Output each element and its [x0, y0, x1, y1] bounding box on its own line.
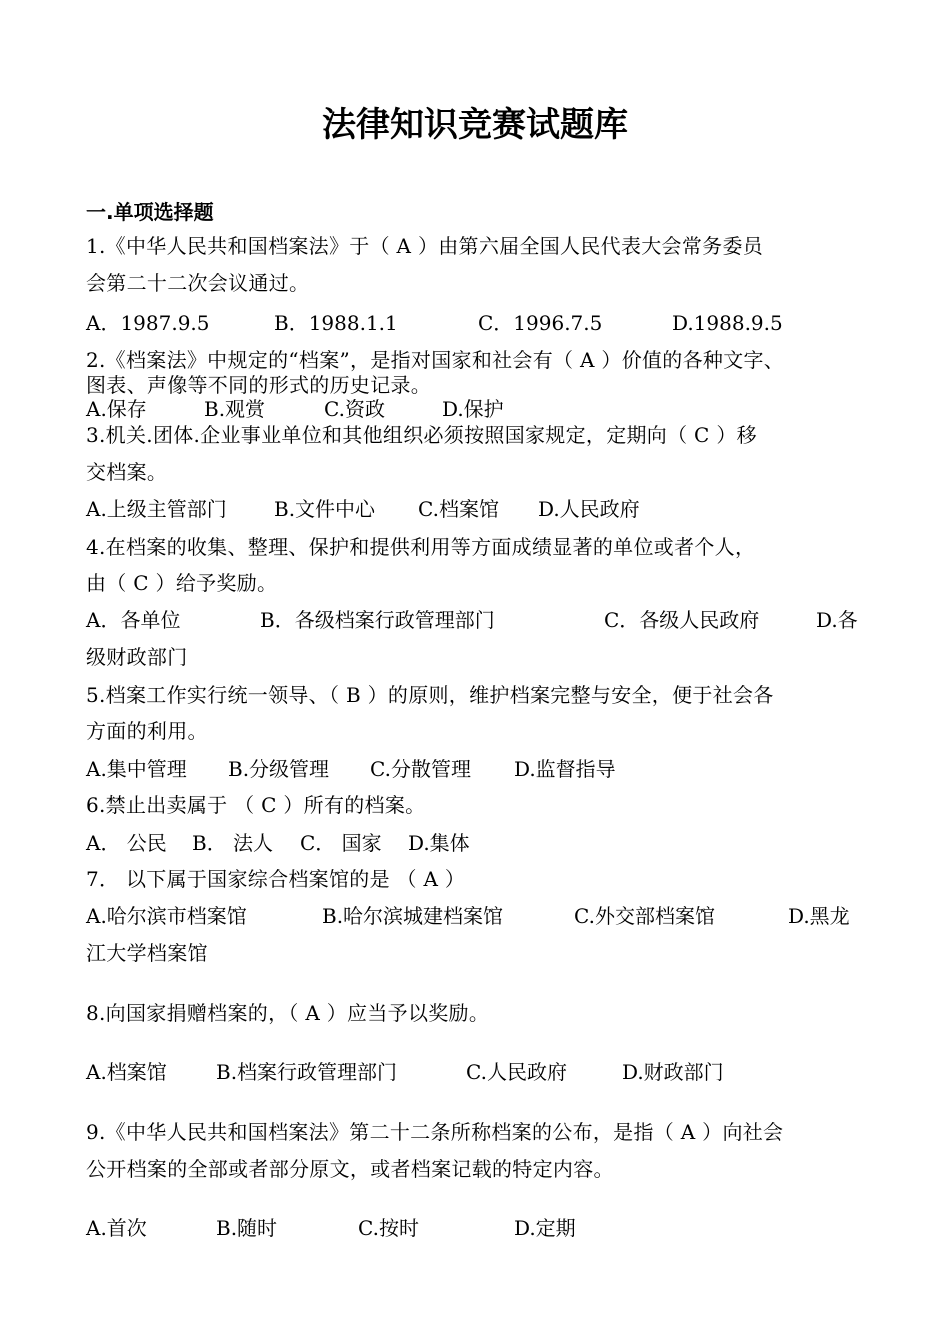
question-4-option-a: A．各单位 [86, 608, 181, 632]
question-1-line-1: 1.《中华人民共和国档案法》于（ A ）由第六届全国人民代表大会常务委员 [86, 234, 764, 258]
question-8-option-c: C.人民政府 [466, 1060, 567, 1084]
question-7-option-c: C.外交部档案馆 [574, 904, 715, 928]
question-9-line-2: 公开档案的全部或者部分原文，或者档案记载的特定内容。 [86, 1157, 614, 1181]
question-9-line-1: 9.《中华人民共和国档案法》第二十二条所称档案的公布，是指（ A ）向社会 [86, 1120, 784, 1144]
question-4-option-c: C．各级人民政府 [604, 608, 760, 632]
question-3-option-b: B.文件中心 [274, 497, 376, 521]
question-9-option-c: C.按时 [358, 1216, 419, 1240]
question-8-option-b: B.档案行政管理部门 [216, 1060, 398, 1084]
question-2-option-a: A.保存 [86, 397, 147, 421]
question-5-line-1: 5.档案工作实行统一领导、（ B ）的原则，维护档案完整与安全，便于社会各 [86, 683, 774, 707]
question-6-option-c: C． 国家 [300, 831, 382, 855]
question-6-option-d: D.集体 [408, 831, 470, 855]
question-9-option-d: D.定期 [514, 1216, 576, 1240]
question-9-option-b: B.随时 [216, 1216, 278, 1240]
question-1-option-c: C．1996.7.5 [478, 311, 603, 335]
question-3-line-1: 3.机关.团体.企业事业单位和其他组织必须按照国家规定，定期向（ C ）移 [86, 423, 757, 447]
question-7-line-1: 7． 以下属于国家综合档案馆的是 （ A ） [86, 867, 466, 891]
question-2-line-2: 图表、声像等不同的形式的历史记录。 [86, 373, 432, 397]
question-8-line-1: 8.向国家捐赠档案的，（ A ）应当予以奖励。 [86, 1001, 490, 1025]
question-2-option-c: C.资政 [324, 397, 385, 421]
question-3-line-2: 交档案。 [86, 460, 168, 484]
question-1-option-d: D.1988.9.5 [672, 311, 783, 335]
question-4-option-b: B．各级档案行政管理部门 [260, 608, 495, 632]
question-3-option-c: C.档案馆 [418, 497, 499, 521]
question-9-option-a: A.首次 [86, 1216, 147, 1240]
question-2-option-b: B.观赏 [204, 397, 266, 421]
question-5-option-a: A.集中管理 [86, 757, 187, 781]
question-3-option-d: D.人民政府 [538, 497, 640, 521]
question-8-option-d: D.财政部门 [622, 1060, 724, 1084]
question-4-option-d-continued: 级财政部门 [86, 645, 188, 669]
question-6-option-b: B． 法人 [192, 831, 274, 855]
question-4-option-d: D.各 [816, 608, 858, 632]
question-2-option-d: D.保护 [442, 397, 504, 421]
question-6-line-1: 6.禁止出卖属于 （ C ）所有的档案。 [86, 793, 426, 817]
question-5-line-2: 方面的利用。 [86, 719, 208, 743]
question-8-option-a: A.档案馆 [86, 1060, 167, 1084]
question-5-option-d: D.监督指导 [514, 757, 616, 781]
question-1-option-a: A．1987.9.5 [86, 311, 210, 335]
question-1-line-2: 会第二十二次会议通过。 [86, 271, 310, 295]
question-7-option-d-continued: 江大学档案馆 [86, 941, 208, 965]
question-4-line-1: 4.在档案的收集、整理、保护和提供利用等方面成绩显著的单位或者个人， [86, 535, 756, 559]
question-4-line-2: 由（ C ）给予奖励。 [86, 571, 278, 595]
section-heading: 一.单项选择题 [86, 200, 214, 224]
question-5-option-b: B.分级管理 [228, 757, 330, 781]
question-6-option-a: A． 公民 [86, 831, 167, 855]
question-2-line-1: 2.《档案法》中规定的“档案”，是指对国家和社会有（ A ）价值的各种文字、 [86, 348, 785, 372]
question-1-option-b: B．1988.1.1 [274, 311, 398, 335]
question-7-option-a: A.哈尔滨市档案馆 [86, 904, 247, 928]
question-7-option-d: D.黑龙 [788, 904, 850, 928]
question-7-option-b: B.哈尔滨城建档案馆 [322, 904, 504, 928]
page-title: 法律知识竞赛试题库 [322, 105, 628, 145]
question-5-option-c: C.分散管理 [370, 757, 471, 781]
question-3-option-a: A.上级主管部门 [86, 497, 227, 521]
